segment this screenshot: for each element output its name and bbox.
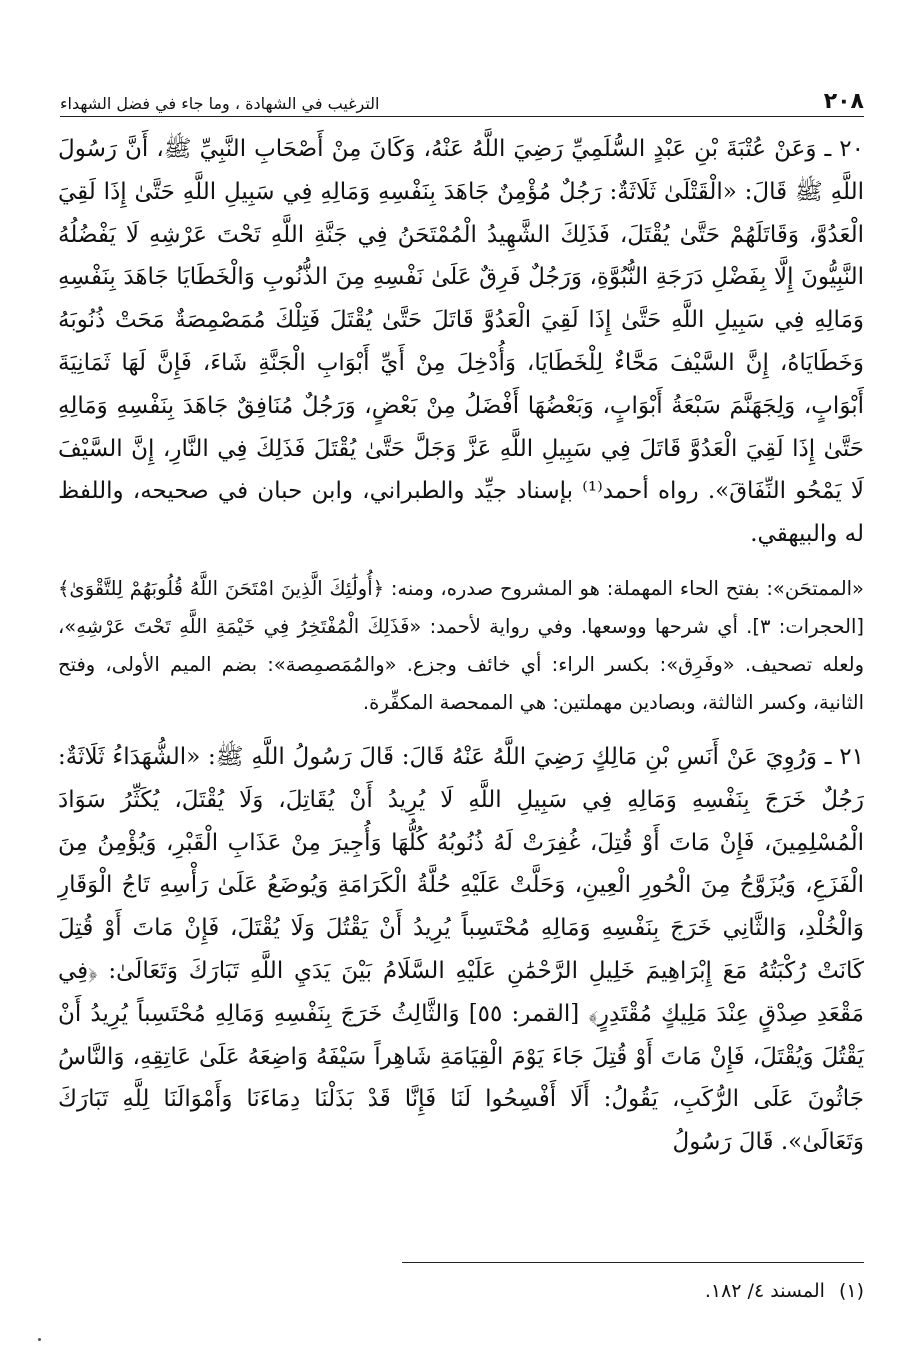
footnote-marker: (١) xyxy=(838,1280,864,1302)
running-head: الترغيب في الشهادة ، وما جاء في فضل الشهداء xyxy=(60,94,380,113)
footnote-divider xyxy=(402,1262,864,1263)
footnote-text: المسند ٤/ ١٨٢. xyxy=(704,1280,825,1302)
footnote xyxy=(60,1276,864,1306)
scan-speck xyxy=(38,1338,41,1341)
main-text xyxy=(58,128,864,1164)
page-number: ٢٠٨ xyxy=(823,89,864,114)
page-header xyxy=(60,86,864,117)
hadith-21: ٢١ ـ وَرُوِيَ عَنْ أَنَسِ بْنِ مَالِكٍ رَضِيَ اللَّهُ عَنْهُ قَالَ: قَالَ رَسُولُ اللَّهِ ﷺ: «الشُّهَدَاءُ ثَلَاثَةٌ: رَجُلٌ خَرَجَ بِنَفْسِهِ وَمَالِهِ فِي سَبِيلِ اللَّهِ لَا يُرِيدُ أَنْ يُقَاتِلَ، وَلَا يُقْتَلَ، يُكَثِّرُ سَوَادَ الْمُسْلِمِينَ، فَإِنْ مَاتَ أَوْ قُتِلَ، غُفِرَتْ لَهُ ذُنُوبُهُ كُلُّهَا وَأُجِيرَ مِنْ عَذَابِ الْقَبْرِ، وَيُؤْمِنُ مِنَ الْفَزَعِ، وَيُزَوَّجُ مِنَ الْحُورِ الْعِينِ، وَحَلَّتْ عَلَيْهِ حُلَّةُ الْكَرَامَةِ وَيُوضَعُ عَلَىٰ رَأْسِهِ تَاجُ الْوَقَارِ وَالْخُلْدِ، وَالثَّانِي خَرَجَ بِنَفْسِهِ وَمَالِهِ مُحْتَسِباً يُرِيدُ أَنْ يَقْتُلَ وَلَا يُقْتَلَ، فَإِنْ مَاتَ أَوْ قُتِلَ كَانَتْ رُكْبَتُهُ مَعَ إِبْرَاهِيمَ خَلِيلِ الرَّحْمَٰنِ عَلَيْهِ السَّلَامُ بَيْنَ يَدَيِ اللَّهِ تَبَارَكَ وَتَعَالَىٰ: ﴿فِي مَقْعَدِ صِدْقٍ عِنْدَ مَلِيكٍ مُقْتَدِرٍ﴾ [القمر: ٥٥] وَالثَّالِثُ خَرَجَ بِنَفْسِهِ وَمَالِهِ مُحْتَسِباً يُرِيدُ أَنْ يَقْتُلَ وَيُقْتَلَ، فَإِنْ مَاتَ أَوْ قُتِلَ جَاءَ يَوْمَ الْقِيَامَةِ شَاهِراً سَيْفَهُ وَاضِعَهُ عَلَىٰ عَاتِقِهِ، وَالنَّاسُ جَاثُونَ عَلَى الرُّكَبِ، يَقُولُ: أَلَا أَفْسِحُوا لَنَا فَإِنَّا قَدْ بَذَلْنَا دِمَاءَنَا وَأَمْوَالَنَا لِلَّهِ تَبَارَكَ وَتَعَالَىٰ». قَالَ رَسُولُ xyxy=(58,743,864,1156)
hadith-20: ٢٠ ـ وَعَنْ عُتْبَةَ بْنِ عَبْدٍ السُّلَمِيِّ رَضِيَ اللَّهُ عَنْهُ، وَكَانَ مِنْ أَصْحَابِ النَّبِيِّ ﷺ، أَنَّ رَسُولَ اللَّهِ ﷺ قَالَ: «الْقَتْلَىٰ ثَلَاثَةٌ: رَجُلٌ مُؤْمِنٌ جَاهَدَ بِنَفْسِهِ وَمَالِهِ فِي سَبِيلِ اللَّهِ حَتَّىٰ إِذَا لَقِيَ الْعَدُوَّ، وَقَاتَلَهُمْ حَتَّىٰ يُقْتَلَ، فَذَلِكَ الشَّهِيدُ الْمُمْتَحَنُ فِي جَنَّةِ اللَّهِ تَحْتَ عَرْشِهِ لَا يَفْضُلُهُ النَّبِيُّونَ إِلَّا بِفَضْلِ دَرَجَةِ النُّبُوَّةِ، وَرَجُلٌ فَرِقٌ عَلَىٰ نَفْسِهِ مِنَ الذُّنُوبِ وَالْخَطَايَا جَاهَدَ بِنَفْسِهِ وَمَالِهِ فِي سَبِيلِ اللَّهِ حَتَّىٰ إِذَا لَقِيَ الْعَدُوَّ قَاتَلَ حَتَّىٰ يُقْتَلَ فَتِلْكَ مُمَصْمِصَةٌ مَحَتْ ذُنُوبَهُ وَخَطَايَاهُ، إِنَّ السَّيْفَ مَحَّاءٌ لِلْخَطَايَا، وَأُدْخِلَ مِنْ أَيِّ أَبْوَابِ الْجَنَّةِ شَاءَ، فَإِنَّ لَهَا ثَمَانِيَةَ أَبْوَابٍ، وَلِجَهَنَّمَ سَبْعَةُ أَبْوَابٍ، وَبَعْضُهَا أَفْضَلُ مِنْ بَعْضٍ، وَرَجُلٌ مُنَافِقٌ جَاهَدَ بِنَفْسِهِ وَمَالِهِ حَتَّىٰ إِذَا لَقِيَ الْعَدُوَّ قَاتَلَ فِي سَبِيلِ اللَّهِ عَزَّ وَجَلَّ حَتَّىٰ يُقْتَلَ فَذَلِكَ فِي النَّارِ، إِنَّ السَّيْفَ لَا يَمْحُو النِّفَاقَ». رواه أحمد⁽¹⁾ بإسناد جيِّد والطبراني، وابن حبان في صحيحه، واللفظ له والبيهقي. xyxy=(58,136,864,548)
explanation-paragraph: «الممتحَن»: بفتح الحاء المهملة: هو المشروح صدره، ومنه: ﴿أُولَٰئِكَ الَّذِينَ امْتَحَنَ اللَّهُ قُلُوبَهُمْ لِلتَّقْوَىٰ﴾ [الحجرات: ٣]. أي شرحها ووسعها. وفي رواية لأحمد: «فَذَلِكَ الْمُفْتَخِرُ فِي خَيْمَةِ اللَّهِ تَحْتَ عَرْشِهِ»، ولعله تصحيف. «وفَرِق»: بكسر الراء: أي خائف وجزع. «والمُمَصمِصة»: بضم الميم الأولى، وفتح الثانية، وكسر الثالثة، وبصادين مهملتين: هي الممحصة المكفِّرة. xyxy=(58,576,864,714)
